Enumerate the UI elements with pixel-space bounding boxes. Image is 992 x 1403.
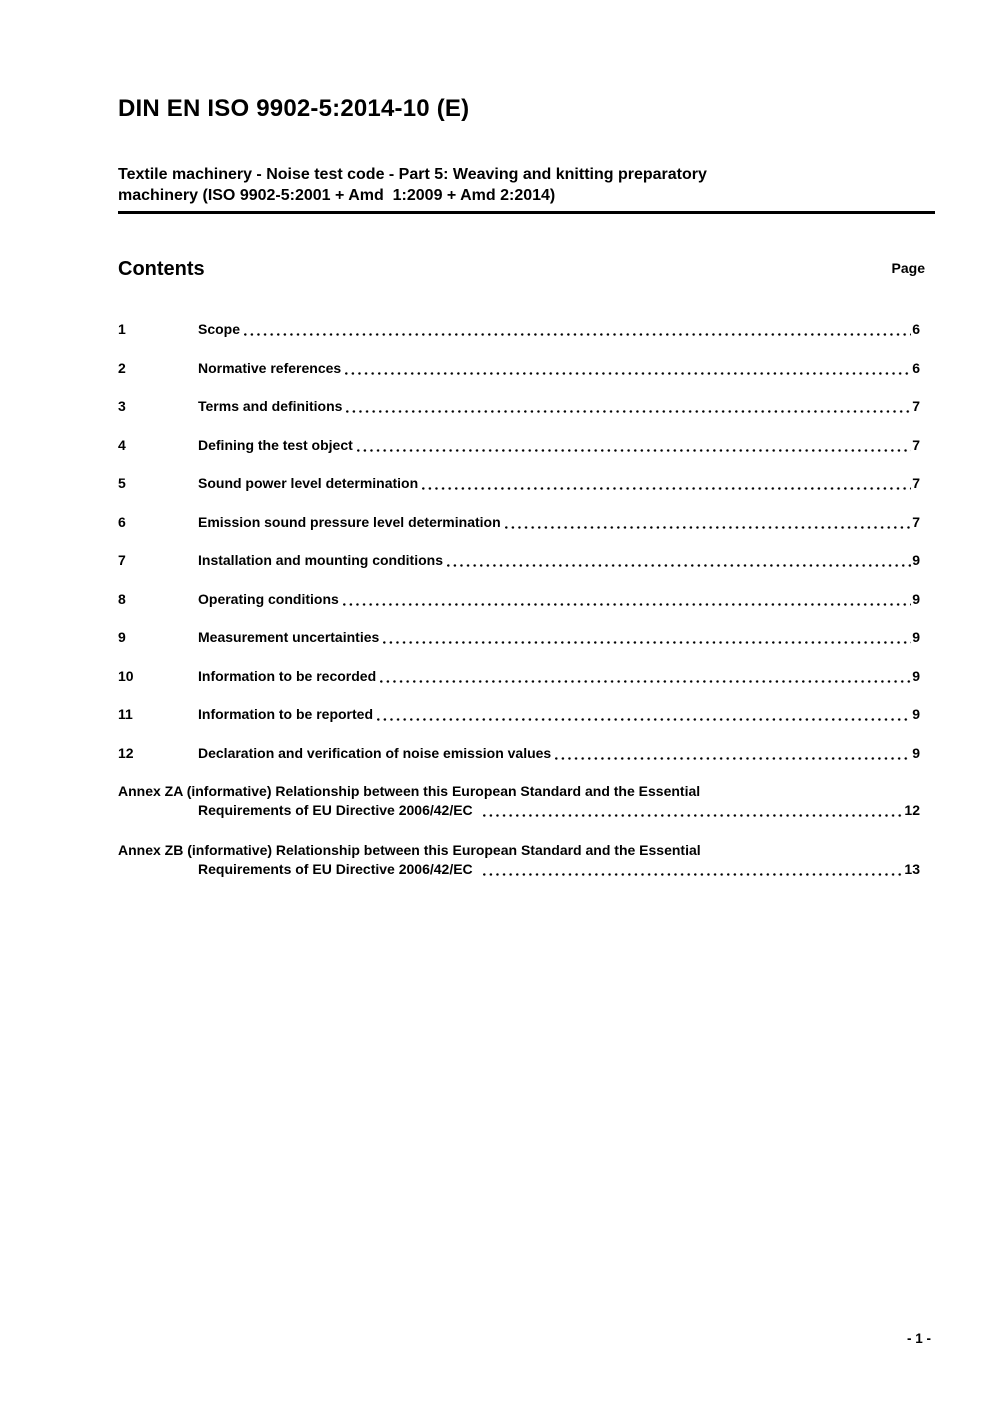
toc-entry-number: 2 <box>118 359 126 376</box>
dot-leader <box>244 333 911 336</box>
annex-title-line-2-row <box>118 860 920 879</box>
dot-leader <box>422 487 911 490</box>
toc-entry-page: 7 <box>912 436 920 453</box>
toc-entry-title: Scope <box>198 321 241 337</box>
dot-leader <box>483 814 904 817</box>
toc-entry-2 <box>118 359 920 377</box>
toc-entry-number: 6 <box>118 513 126 530</box>
contents-heading: Contents <box>118 258 205 280</box>
toc-entry-page: 7 <box>912 475 920 491</box>
toc-entry-page: 6 <box>912 321 920 337</box>
subtitle-line-1: Textile machinery - Noise test code - Part 5: Weaving and knitting preparatory <box>118 166 707 183</box>
toc-annex-za <box>118 782 920 820</box>
annex-title-line-2-row <box>118 801 920 820</box>
toc-entry-number: 8 <box>118 590 126 607</box>
toc-entry-8 <box>118 590 920 608</box>
toc-entry-12 <box>118 744 920 762</box>
toc-entry-number: 3 <box>118 398 126 414</box>
toc-entry-1 <box>118 320 920 338</box>
toc-entry-page: 7 <box>912 513 920 530</box>
dot-leader <box>343 603 911 606</box>
annex-title-line-2: Requirements of EU Directive 2006/42/EC <box>198 860 473 877</box>
toc-entry-title: Installation and mounting conditions <box>198 552 443 568</box>
document-subtitle <box>118 165 935 214</box>
toc-entry-title: Normative references <box>198 359 342 376</box>
toc-entry-3 <box>118 397 920 415</box>
dot-leader <box>346 410 911 413</box>
toc-entry-number: 5 <box>118 475 126 491</box>
toc-entry-title: Information to be reported <box>198 706 373 722</box>
toc-entry-page: 6 <box>912 359 920 376</box>
contents-header-row <box>118 257 935 281</box>
toc-entry-page: 9 <box>912 590 920 607</box>
dot-leader <box>345 372 911 375</box>
toc-entry-6 <box>118 513 920 531</box>
toc-entry-title: Operating conditions <box>198 590 339 607</box>
toc-entry-11 <box>118 705 920 723</box>
toc-entry-page: 9 <box>912 629 920 645</box>
toc-entry-title: Declaration and verification of noise emission values <box>198 744 552 761</box>
toc-entry-number: 1 <box>118 321 126 337</box>
dot-leader <box>383 641 911 644</box>
toc-entry-page: 7 <box>912 398 920 414</box>
toc-entry-page: 12 <box>904 802 920 818</box>
toc-annex-zb <box>118 841 920 879</box>
document-title: DIN EN ISO 9902-5:2014-10 (E) <box>118 95 470 122</box>
annex-title-line-1: Annex ZA (informative) Relationship between this European Standard and the Essential <box>118 783 701 799</box>
annex-title-line-2: Requirements of EU Directive 2006/42/EC <box>198 802 473 818</box>
toc-entry-number: 9 <box>118 629 126 645</box>
toc-entry-title: Information to be recorded <box>198 667 377 684</box>
dot-leader <box>483 873 904 876</box>
toc-entry-number: 11 <box>118 706 133 722</box>
toc-entry-page: 9 <box>912 552 920 568</box>
annex-title-line-1: Annex ZB (informative) Relationship between this European Standard and the Essential <box>118 841 701 858</box>
toc-entry-title: Sound power level determination <box>198 475 419 491</box>
toc-entry-10 <box>118 667 920 685</box>
toc-entry-5 <box>118 474 920 492</box>
page-column-label: Page <box>891 260 925 276</box>
toc-entry-page: 9 <box>912 706 920 722</box>
toc-entry-page: 13 <box>904 860 920 877</box>
toc-entry-number: 4 <box>118 436 126 453</box>
dot-leader <box>555 757 911 760</box>
toc-entry-number: 10 <box>118 667 134 684</box>
toc-entry-title: Emission sound pressure level determination <box>198 513 501 530</box>
toc-entry-title: Terms and definitions <box>198 398 343 414</box>
dot-leader <box>377 718 911 721</box>
toc-entry-number: 12 <box>118 744 134 761</box>
toc-entry-title: Defining the test object <box>198 436 353 453</box>
table-of-contents <box>118 320 935 879</box>
page-number-footer: - 1 - <box>906 1331 931 1346</box>
toc-entry-page: 9 <box>912 744 920 761</box>
toc-entry-title: Measurement uncertainties <box>198 629 380 645</box>
toc-entry-number: 7 <box>118 552 126 568</box>
dot-leader <box>505 526 912 529</box>
dot-leader <box>380 680 911 683</box>
toc-entry-9 <box>118 628 920 646</box>
dot-leader <box>357 449 911 452</box>
dot-leader <box>447 564 911 567</box>
toc-entry-page: 9 <box>912 667 920 684</box>
toc-entry-4 <box>118 436 920 454</box>
toc-entry-7 <box>118 551 920 569</box>
subtitle-line-2: machinery (ISO 9902-5:2001 + Amd 1:2009 + Amd 2:2014) <box>118 186 556 204</box>
